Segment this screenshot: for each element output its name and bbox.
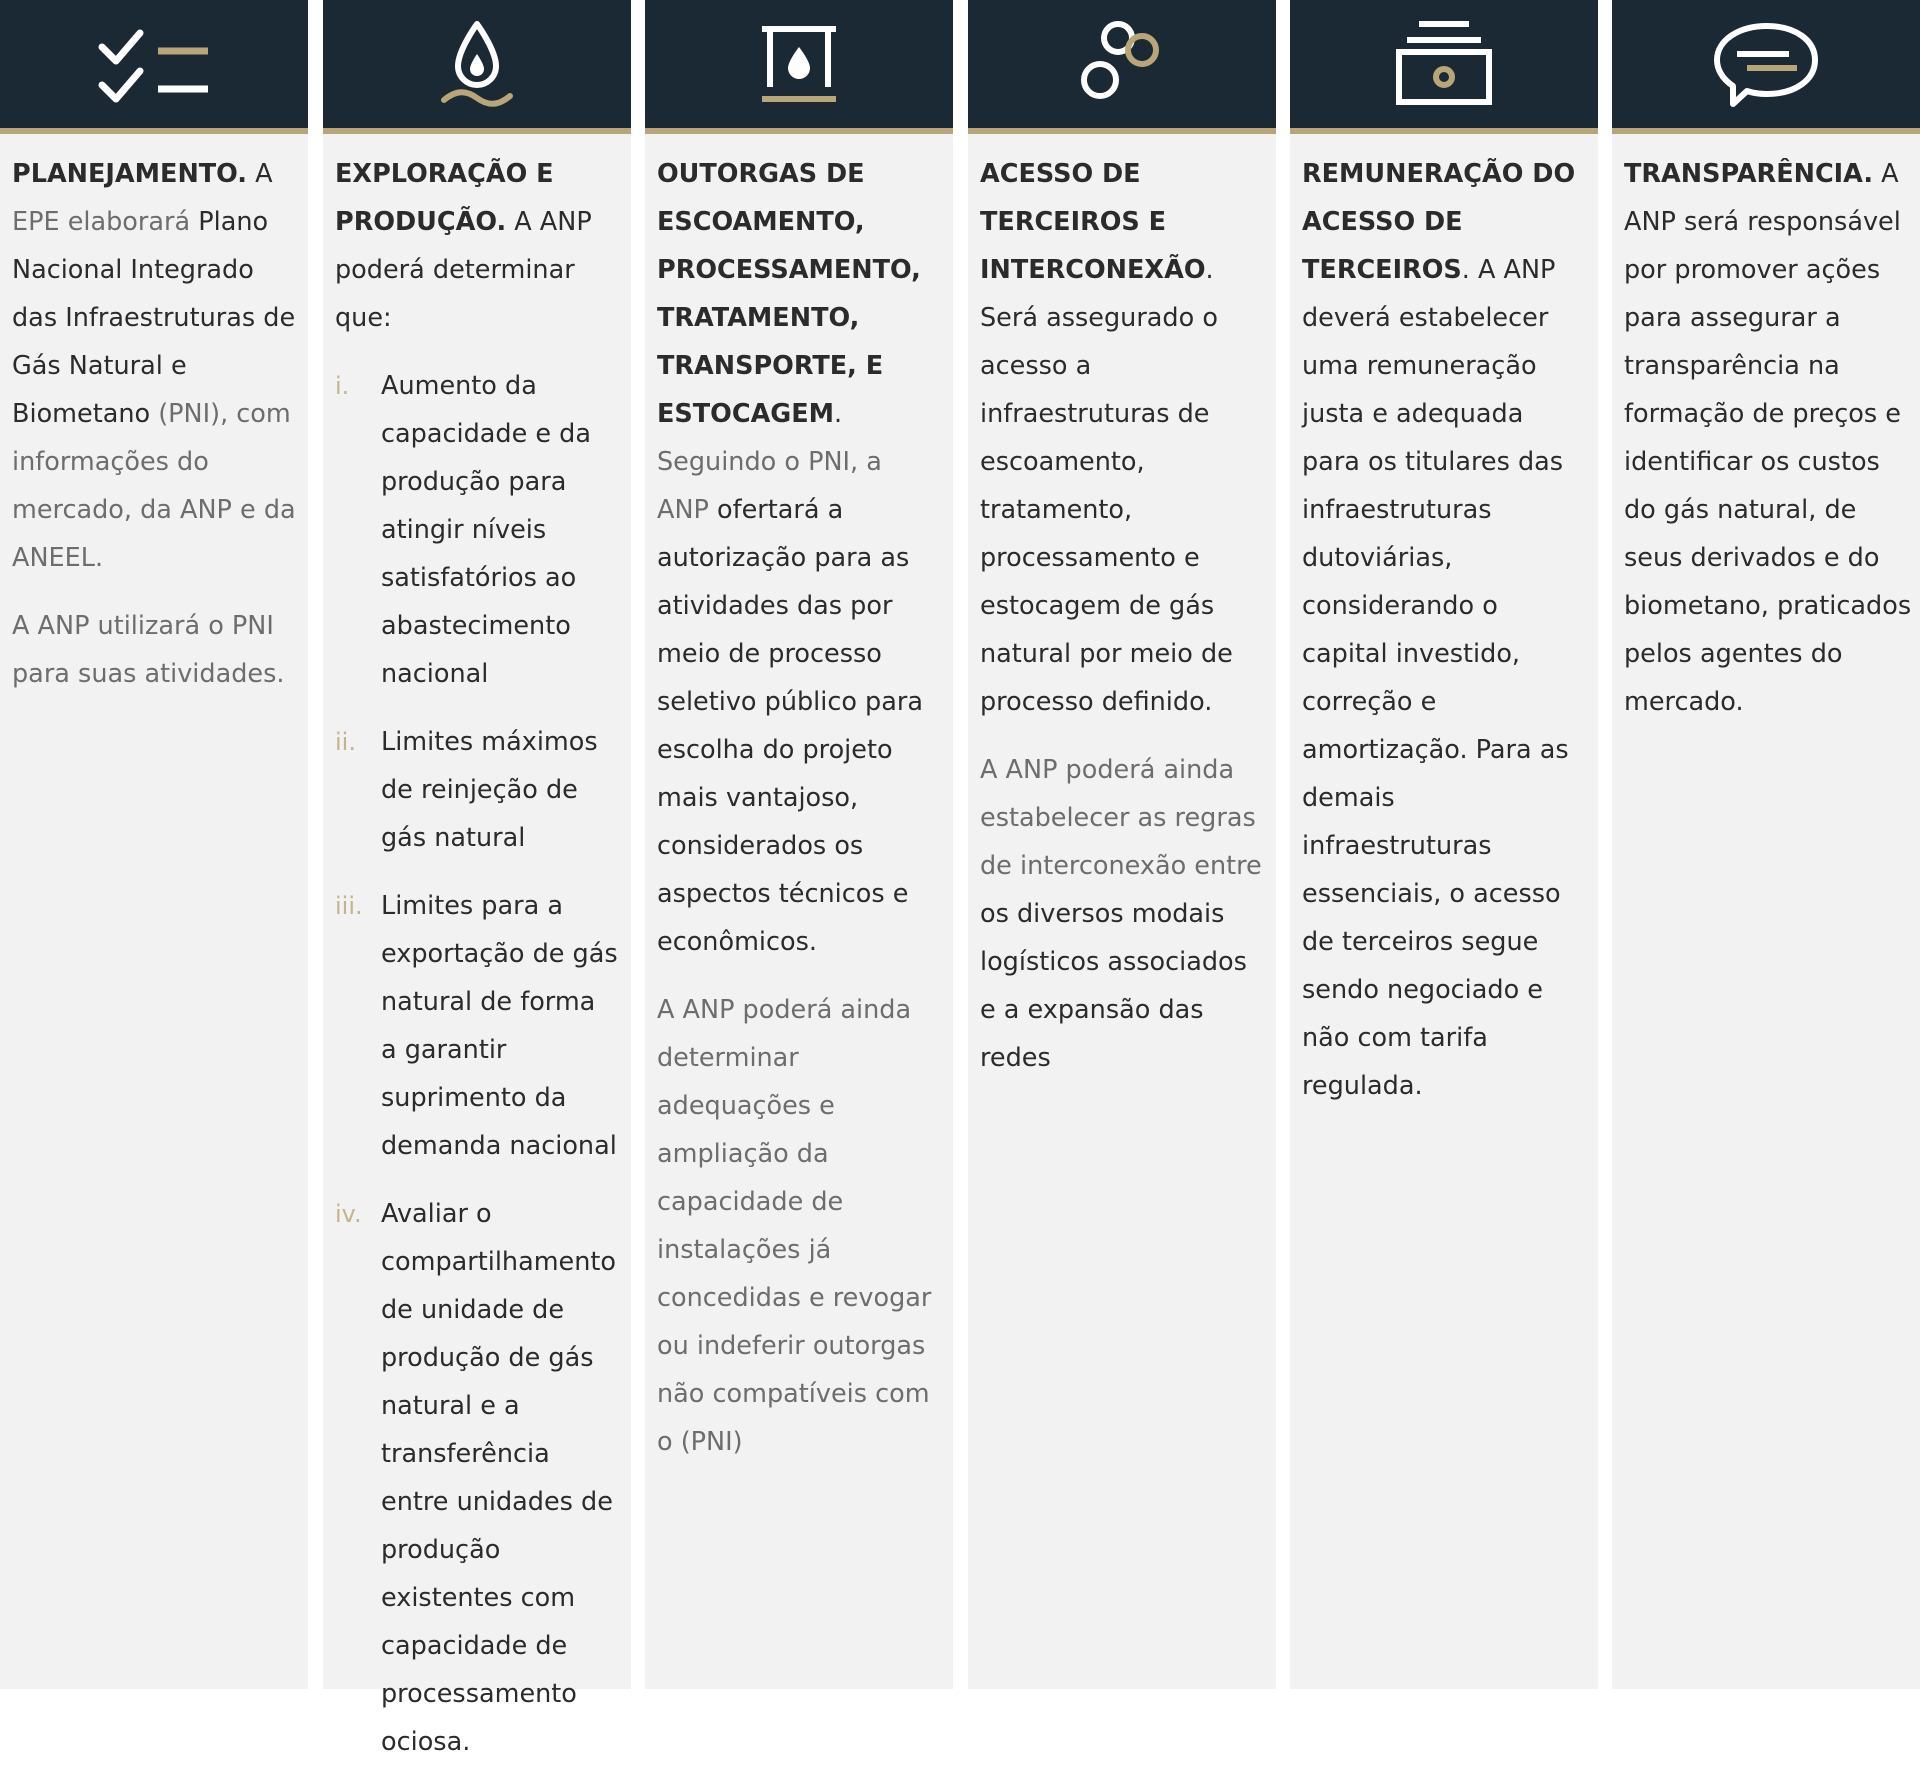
column-outorgas — [645, 0, 953, 1689]
column-body — [1302, 150, 1586, 1130]
text-segment: Seguindo o PNI, a ANP — [657, 447, 882, 525]
column-body — [657, 150, 941, 1486]
column-acesso-terceiros — [968, 0, 1276, 1689]
paragraph — [1302, 150, 1586, 1110]
column-header — [1612, 0, 1920, 134]
list-item-text: Limites para a exportação de gás natural de forma a garantir suprimento da demanda nacional — [381, 891, 618, 1161]
paragraph — [12, 150, 296, 582]
list-item — [335, 1190, 619, 1766]
text-segment: . — [834, 399, 843, 429]
column-planejamento — [0, 0, 308, 1689]
list-item-text: Limites máximos de reinjeção de gás natural — [381, 727, 598, 853]
text-segment: Plano Nacional Integrado das Infraestruturas de Gás Natural e Biometano — [12, 207, 296, 429]
column-header — [968, 0, 1276, 134]
list-item-text: Aumento da capacidade e da produção para atingir níveis satisfatórios ao abastecimento nacional — [381, 371, 591, 689]
interconnection-rings-icon — [1072, 14, 1172, 114]
column-transparencia — [1612, 0, 1920, 1689]
column-body — [980, 150, 1264, 1102]
column-title: TRANSPARÊNCIA. — [1624, 159, 1874, 189]
paragraph — [335, 150, 619, 342]
text-segment: A ANP poderá ainda estabelecer as regras de interconexão entre — [980, 755, 1262, 881]
column-body — [1624, 150, 1914, 746]
oil-drop-icon — [432, 14, 522, 114]
text-segment: A ANP será responsável por promover ações para assegurar a transparência na formação de preços e identificar os custos do gás natural, de seus derivados e do biometano, praticados pelos agentes do mercado. — [1624, 159, 1912, 717]
list-item — [335, 718, 619, 862]
column-title: REMUNERAÇÃO DO ACESSO DE TERCEIROS — [1302, 159, 1576, 285]
column-header — [0, 0, 308, 134]
text-segment: A — [247, 159, 273, 189]
text-segment: ofertará a autorização para as atividades das por meio de processo seletivo público para escolha do projeto mais vantajoso, considerados os aspectos técnicos e econômicos. — [657, 495, 923, 957]
column-title: OUTORGAS DE ESCOAMENTO, PROCESSAMENTO, TRATAMENTO, TRANSPORTE, E ESTOCAGEM — [657, 159, 921, 429]
paragraph — [980, 150, 1264, 726]
column-remuneracao — [1290, 0, 1598, 1689]
text-segment: . Será assegurado o acesso a infraestruturas de escoamento, tratamento, processamento e estocagem de gás natural por meio de processo definido. — [980, 255, 1233, 717]
list — [335, 362, 619, 1766]
cash-register-icon — [1389, 14, 1499, 114]
text-segment: A ANP poderá determinar que: — [335, 207, 592, 333]
paragraph: A ANP poderá ainda determinar adequações e ampliação da capacidade de instalações já concedidas e revogar ou indeferir outorgas não compatíveis com o (PNI) — [657, 995, 932, 1457]
list-item-text: Avaliar o compartilhamento de unidade de produção de gás natural e a transferência entre unidades de produção existentes com capacidade de processamento ociosa. — [381, 1199, 617, 1757]
list-number: iv. — [335, 1200, 362, 1228]
column-header — [645, 0, 953, 134]
storage-tank-icon — [754, 19, 844, 109]
list-item — [335, 362, 619, 698]
speech-bubble-icon — [1711, 14, 1821, 114]
list-number: ii. — [335, 728, 356, 756]
checklist-icon — [94, 19, 214, 109]
list-number: i. — [335, 372, 350, 400]
paragraph: A ANP utilizará o PNI para suas atividades. — [12, 611, 285, 689]
text-segment: . A ANP deverá estabelecer uma remuneração justa e adequada para os titulares das infraestruturas dutoviárias, considerando o capital investido, correção e amortização. Para as demais infraestruturas essenciais, o acesso de terceiros segue sendo negociado e não com tarifa regulada. — [1302, 255, 1569, 1101]
column-exploracao-producao — [323, 0, 631, 1757]
column-title: PLANEJAMENTO. — [12, 159, 247, 189]
paragraph — [980, 746, 1264, 1082]
text-segment: (PNI), com informações do mercado, da ANP e da ANEEL. — [12, 399, 296, 573]
list-item — [335, 882, 619, 1170]
text-segment: os diversos modais logísticos associados e a expansão das redes — [980, 899, 1247, 1073]
text-segment: EPE elaborará — [12, 207, 191, 237]
column-body — [12, 150, 296, 718]
column-body — [335, 150, 619, 1786]
paragraph — [657, 150, 941, 966]
column-title: EXPLORAÇÃO E PRODUÇÃO. — [335, 159, 554, 237]
column-title: ACESSO DE TERCEIROS E INTERCONEXÃO — [980, 159, 1206, 285]
list-number: iii. — [335, 892, 363, 920]
column-header — [1290, 0, 1598, 134]
column-header — [323, 0, 631, 134]
paragraph — [1624, 150, 1914, 726]
